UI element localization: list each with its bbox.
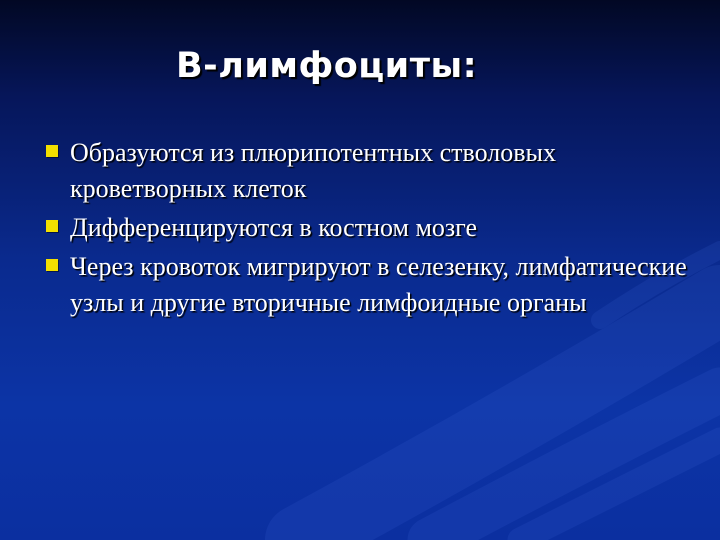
square-bullet-icon xyxy=(46,145,58,157)
slide-title: В-лимфоциты: xyxy=(176,46,478,86)
list-item xyxy=(44,249,694,321)
bullet-text: Через кровоток мигрируют в селезенку, лимфатические узлы и другие вторичные лимфоидные органы xyxy=(70,252,687,317)
bullet-text: Дифференцируются в костном мозге xyxy=(70,213,478,242)
square-bullet-icon xyxy=(46,259,58,271)
list-item xyxy=(44,210,694,246)
square-bullet-icon xyxy=(46,220,58,232)
bullet-text: Образуются из плюрипотентных стволовых кроветворных клеток xyxy=(70,138,556,203)
bullet-list xyxy=(44,135,694,324)
list-item xyxy=(44,135,694,207)
